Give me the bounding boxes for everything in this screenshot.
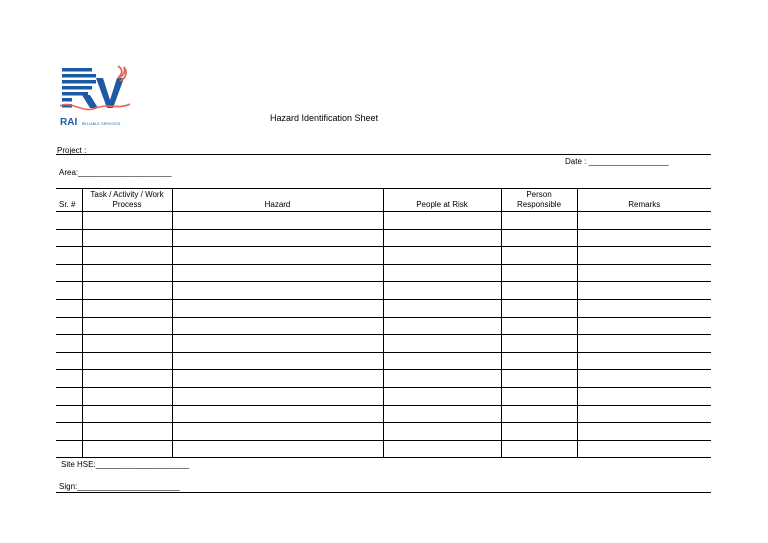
table-cell[interactable] [383, 423, 501, 441]
table-row [56, 423, 711, 441]
date-blank: __________________ [588, 157, 669, 166]
table-row [56, 352, 711, 370]
table-cell[interactable] [56, 387, 82, 405]
table-cell[interactable] [172, 440, 383, 458]
table-cell[interactable] [577, 229, 711, 247]
table-cell[interactable] [577, 352, 711, 370]
table-cell[interactable] [577, 299, 711, 317]
table-cell[interactable] [56, 317, 82, 335]
table-cell[interactable] [383, 352, 501, 370]
table-cell[interactable] [383, 264, 501, 282]
table-cell[interactable] [172, 317, 383, 335]
area-blank: _____________________ [78, 168, 172, 177]
table-cell[interactable] [577, 212, 711, 230]
divider-line [56, 154, 711, 155]
table-cell[interactable] [172, 282, 383, 300]
header-task: Task / Activity / Work Process [82, 189, 172, 212]
table-cell[interactable] [577, 247, 711, 265]
table-cell[interactable] [501, 299, 577, 317]
area-label: Area: [59, 168, 79, 177]
header-remarks: Remarks [577, 189, 711, 212]
table-cell[interactable] [577, 282, 711, 300]
table-cell[interactable] [577, 440, 711, 458]
table-cell[interactable] [501, 282, 577, 300]
hazard-table [56, 188, 711, 458]
table-cell[interactable] [383, 405, 501, 423]
table-row [56, 247, 711, 265]
table-cell[interactable] [56, 440, 82, 458]
table-cell[interactable] [172, 247, 383, 265]
table-cell[interactable] [172, 264, 383, 282]
table-row [56, 335, 711, 353]
table-cell[interactable] [577, 264, 711, 282]
table-row [56, 229, 711, 247]
table-row [56, 317, 711, 335]
table-cell[interactable] [383, 387, 501, 405]
table-cell[interactable] [172, 299, 383, 317]
table-cell[interactable] [56, 299, 82, 317]
table-cell[interactable] [577, 317, 711, 335]
table-cell[interactable] [56, 282, 82, 300]
table-body [56, 212, 711, 458]
table-row [56, 370, 711, 388]
table-cell[interactable] [501, 352, 577, 370]
table-row [56, 282, 711, 300]
date-label: Date : [565, 157, 587, 166]
table-cell[interactable] [501, 212, 577, 230]
header-sr: Sr. # [56, 189, 82, 212]
date-field [565, 157, 669, 167]
table-cell[interactable] [501, 264, 577, 282]
bottom-line [56, 492, 711, 493]
project-label: Project : [57, 146, 87, 155]
site-hse-blank: _____________________ [95, 460, 190, 469]
table-cell[interactable] [82, 247, 172, 265]
sign-blank: _______________________ [77, 482, 180, 491]
header-hazard: Hazard [172, 189, 383, 212]
table-cell[interactable] [56, 247, 82, 265]
table-row [56, 387, 711, 405]
table-cell[interactable] [172, 335, 383, 353]
table-cell[interactable] [501, 405, 577, 423]
table-cell[interactable] [82, 423, 172, 441]
project-blank: _________________________ [86, 146, 198, 155]
table-cell[interactable] [577, 405, 711, 423]
header-people-at-risk: People at Risk [383, 189, 501, 212]
logo-text: RAI [60, 117, 78, 128]
table-cell[interactable] [501, 387, 577, 405]
table-cell[interactable] [383, 370, 501, 388]
site-hse-field [61, 460, 189, 470]
table-cell[interactable] [82, 317, 172, 335]
table-cell[interactable] [82, 212, 172, 230]
table-cell[interactable] [383, 212, 501, 230]
page-title: Hazard Identification Sheet [270, 113, 379, 123]
table-cell[interactable] [577, 335, 711, 353]
table-cell[interactable] [172, 352, 383, 370]
table-cell[interactable] [501, 247, 577, 265]
table-cell[interactable] [56, 335, 82, 353]
table-cell[interactable] [82, 370, 172, 388]
table-cell[interactable] [56, 423, 82, 441]
table-cell[interactable] [383, 247, 501, 265]
table-cell[interactable] [501, 440, 577, 458]
company-logo [60, 64, 132, 128]
table-cell[interactable] [56, 370, 82, 388]
table-cell[interactable] [82, 440, 172, 458]
area-field [59, 168, 172, 178]
table-cell[interactable] [172, 387, 383, 405]
table-cell[interactable] [383, 335, 501, 353]
logo-tagline: RELIABLE SERVICES [81, 122, 121, 126]
table-cell[interactable] [577, 370, 711, 388]
table-cell[interactable] [501, 229, 577, 247]
table-cell[interactable] [501, 423, 577, 441]
table-cell[interactable] [577, 387, 711, 405]
table-row [56, 264, 711, 282]
site-hse-label: Site HSE: [61, 460, 96, 469]
table-cell[interactable] [172, 229, 383, 247]
header-person-responsible: Person Responsible [501, 189, 577, 212]
table-row [56, 440, 711, 458]
table-cell[interactable] [82, 282, 172, 300]
table-row [56, 212, 711, 230]
table-cell[interactable] [82, 264, 172, 282]
table-cell[interactable] [56, 352, 82, 370]
sign-field [59, 482, 180, 492]
table-cell[interactable] [82, 335, 172, 353]
table-cell[interactable] [56, 264, 82, 282]
table-row [56, 405, 711, 423]
table-cell[interactable] [82, 387, 172, 405]
table-cell[interactable] [501, 335, 577, 353]
table-cell[interactable] [82, 352, 172, 370]
table-cell[interactable] [172, 405, 383, 423]
sign-label: Sign: [59, 482, 78, 491]
table-cell[interactable] [383, 229, 501, 247]
table-cell[interactable] [172, 423, 383, 441]
table-cell[interactable] [501, 370, 577, 388]
table-cell[interactable] [383, 282, 501, 300]
table-cell[interactable] [56, 212, 82, 230]
table-cell[interactable] [56, 229, 82, 247]
table-cell[interactable] [383, 299, 501, 317]
table-header-row [56, 189, 711, 212]
table-cell[interactable] [577, 423, 711, 441]
table-cell[interactable] [56, 405, 82, 423]
table-cell[interactable] [172, 212, 383, 230]
table-cell[interactable] [172, 370, 383, 388]
table-cell[interactable] [82, 229, 172, 247]
table-cell[interactable] [383, 440, 501, 458]
table-cell[interactable] [383, 317, 501, 335]
table-cell[interactable] [82, 299, 172, 317]
table-cell[interactable] [501, 317, 577, 335]
table-cell[interactable] [82, 405, 172, 423]
table-row [56, 299, 711, 317]
